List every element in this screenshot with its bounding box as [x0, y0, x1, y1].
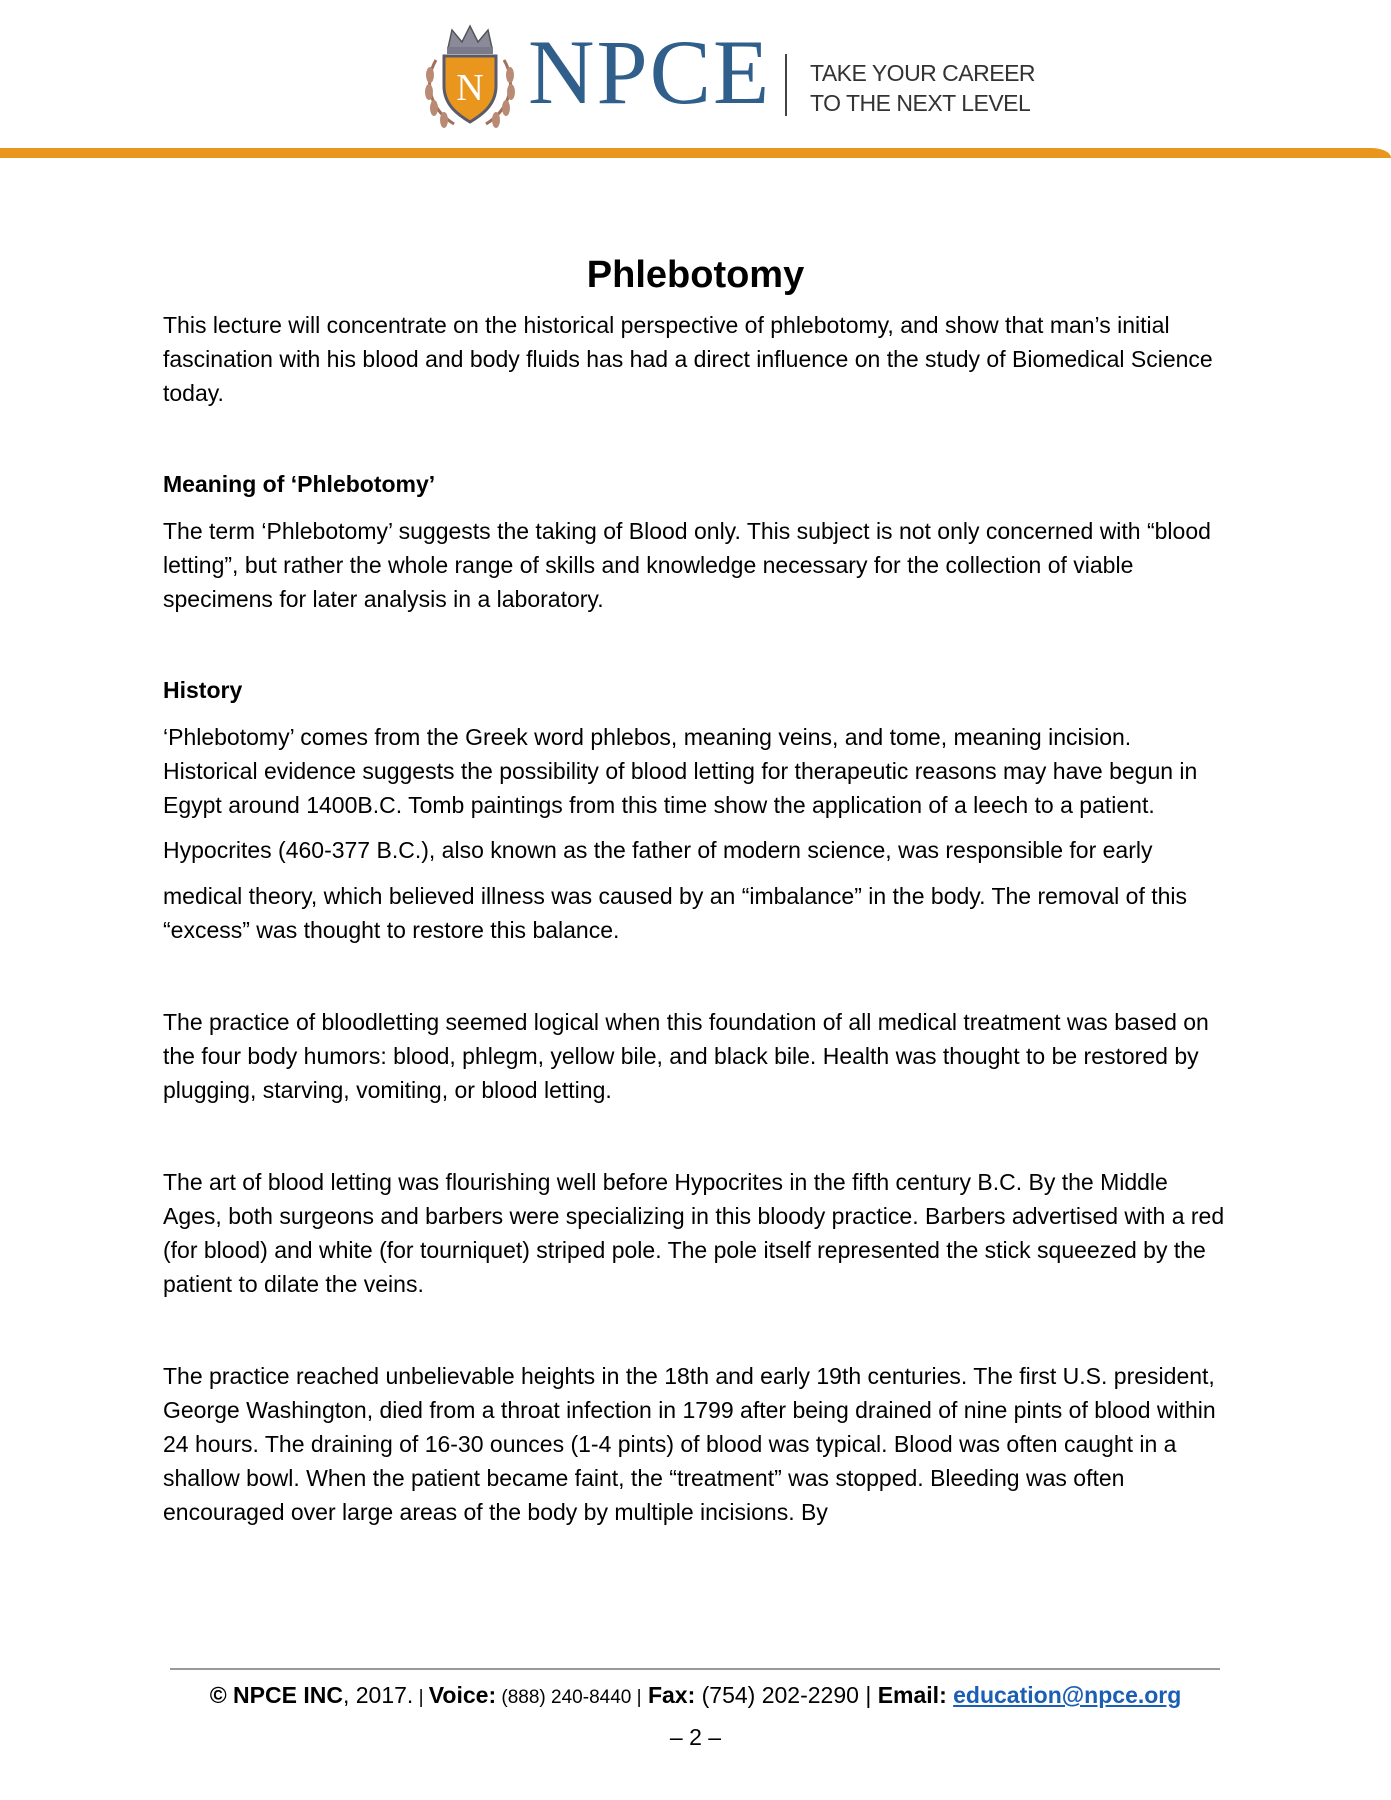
history-paragraph: ‘Phlebotomy’ comes from the Greek word phlebos, meaning veins, and tome, meaning incision. Historical evidence suggests the possibility of blood letting for therapeutic reasons may have begun in Egypt around 1400B.C. Tomb paintings from this time show the application of a leech to a patient. — [163, 724, 1198, 818]
svg-text:N: N — [456, 67, 484, 109]
intro-paragraph: This lecture will concentrate on the historical perspective of phlebotomy, and show that man’s initial fascination with his blood and body fluids has had a direct influence on the study of Biomedical Science today. — [163, 312, 1213, 406]
meaning-paragraph: The term ‘Phlebotomy’ suggests the taking of Blood only. This subject is not only concerned with “blood letting”, but rather the whole range of skills and knowledge necessary for the collection of viable specimens for later analysis in a laboratory. — [163, 518, 1211, 612]
footer-email-link[interactable]: education@npce.org — [953, 1682, 1182, 1708]
footer-fax-number: (754) 202-2290 — [695, 1682, 866, 1708]
footer-rule — [170, 1668, 1220, 1670]
history-paragraph: The practice reached unbelievable heights in the 18th and early 19th centuries. The first U.S. president, George Washington, died from a throat infection in 1799 after being drained of nine pints of blood within 24 hours. The draining of 16-30 ounces (1-4 pints) of blood was typical. Blood was often caught in a shallow bowl. When the patient became faint, the “treatment” was stopped. Bleeding was often encouraged over large areas of the body by multiple incisions. By — [163, 1363, 1216, 1525]
page-header — [0, 0, 1391, 160]
history-paragraph: Hypocrites (460-377 B.C.), also known as the father of modern science, was responsible for early — [163, 837, 1153, 863]
footer-year: , 2017. — [342, 1682, 414, 1708]
tagline — [810, 58, 1035, 118]
npce-logo — [420, 18, 1036, 130]
header-accent-rule — [0, 146, 1391, 158]
brand-name: NPCE — [528, 21, 772, 123]
footer-copyright: © NPCE INC — [209, 1682, 343, 1708]
history-paragraph: The art of blood letting was flourishing well before Hypocrites in the fifth century B.C. By the Middle Ages, both surgeons and barbers were specializing in this bloody practice. Barbers advertised with a red (for blood) and white (for tourniquet) striped pole. The pole itself represented the stick squeezed by the patient to dilate the veins. — [163, 1169, 1225, 1297]
logo-divider — [785, 54, 787, 116]
tagline-line-1: TAKE YOUR CAREER — [810, 60, 1036, 86]
document-body — [163, 250, 1228, 1529]
footer-separator: | — [413, 1687, 429, 1708]
footer-fax-label: Fax: — [647, 1682, 696, 1708]
history-paragraph: The practice of bloodletting seemed logical when this foundation of all medical treatment was based on the four body humors: blood, phlegm, yellow bile, and black bile. Health was thought to be restored by plugging, starving, vomiting, or blood letting. — [163, 1009, 1209, 1103]
section-heading-history: History — [163, 677, 243, 703]
page-footer: © NPCE INC, 2017. | Voice: (888) 240-8440 | Fax: (754) 202-2290 | Email: education@npce.org — [209, 1682, 1182, 1708]
tagline-line-2: TO THE NEXT LEVEL — [810, 90, 1031, 116]
history-paragraph: medical theory, which believed illness was caused by an “imbalance” in the body. The removal of this “excess” was thought to restore this balance. — [163, 883, 1188, 943]
footer-voice-label: Voice: — [428, 1682, 497, 1708]
page-number: – 2 – — [669, 1724, 722, 1750]
crest-logo-icon — [420, 20, 520, 132]
section-heading-meaning: Meaning of ‘Phlebotomy’ — [163, 471, 436, 497]
footer-voice-number: (888) 240-8440 — [496, 1687, 637, 1708]
document-title: Phlebotomy — [586, 254, 805, 296]
footer-email-label: Email: — [877, 1682, 947, 1708]
